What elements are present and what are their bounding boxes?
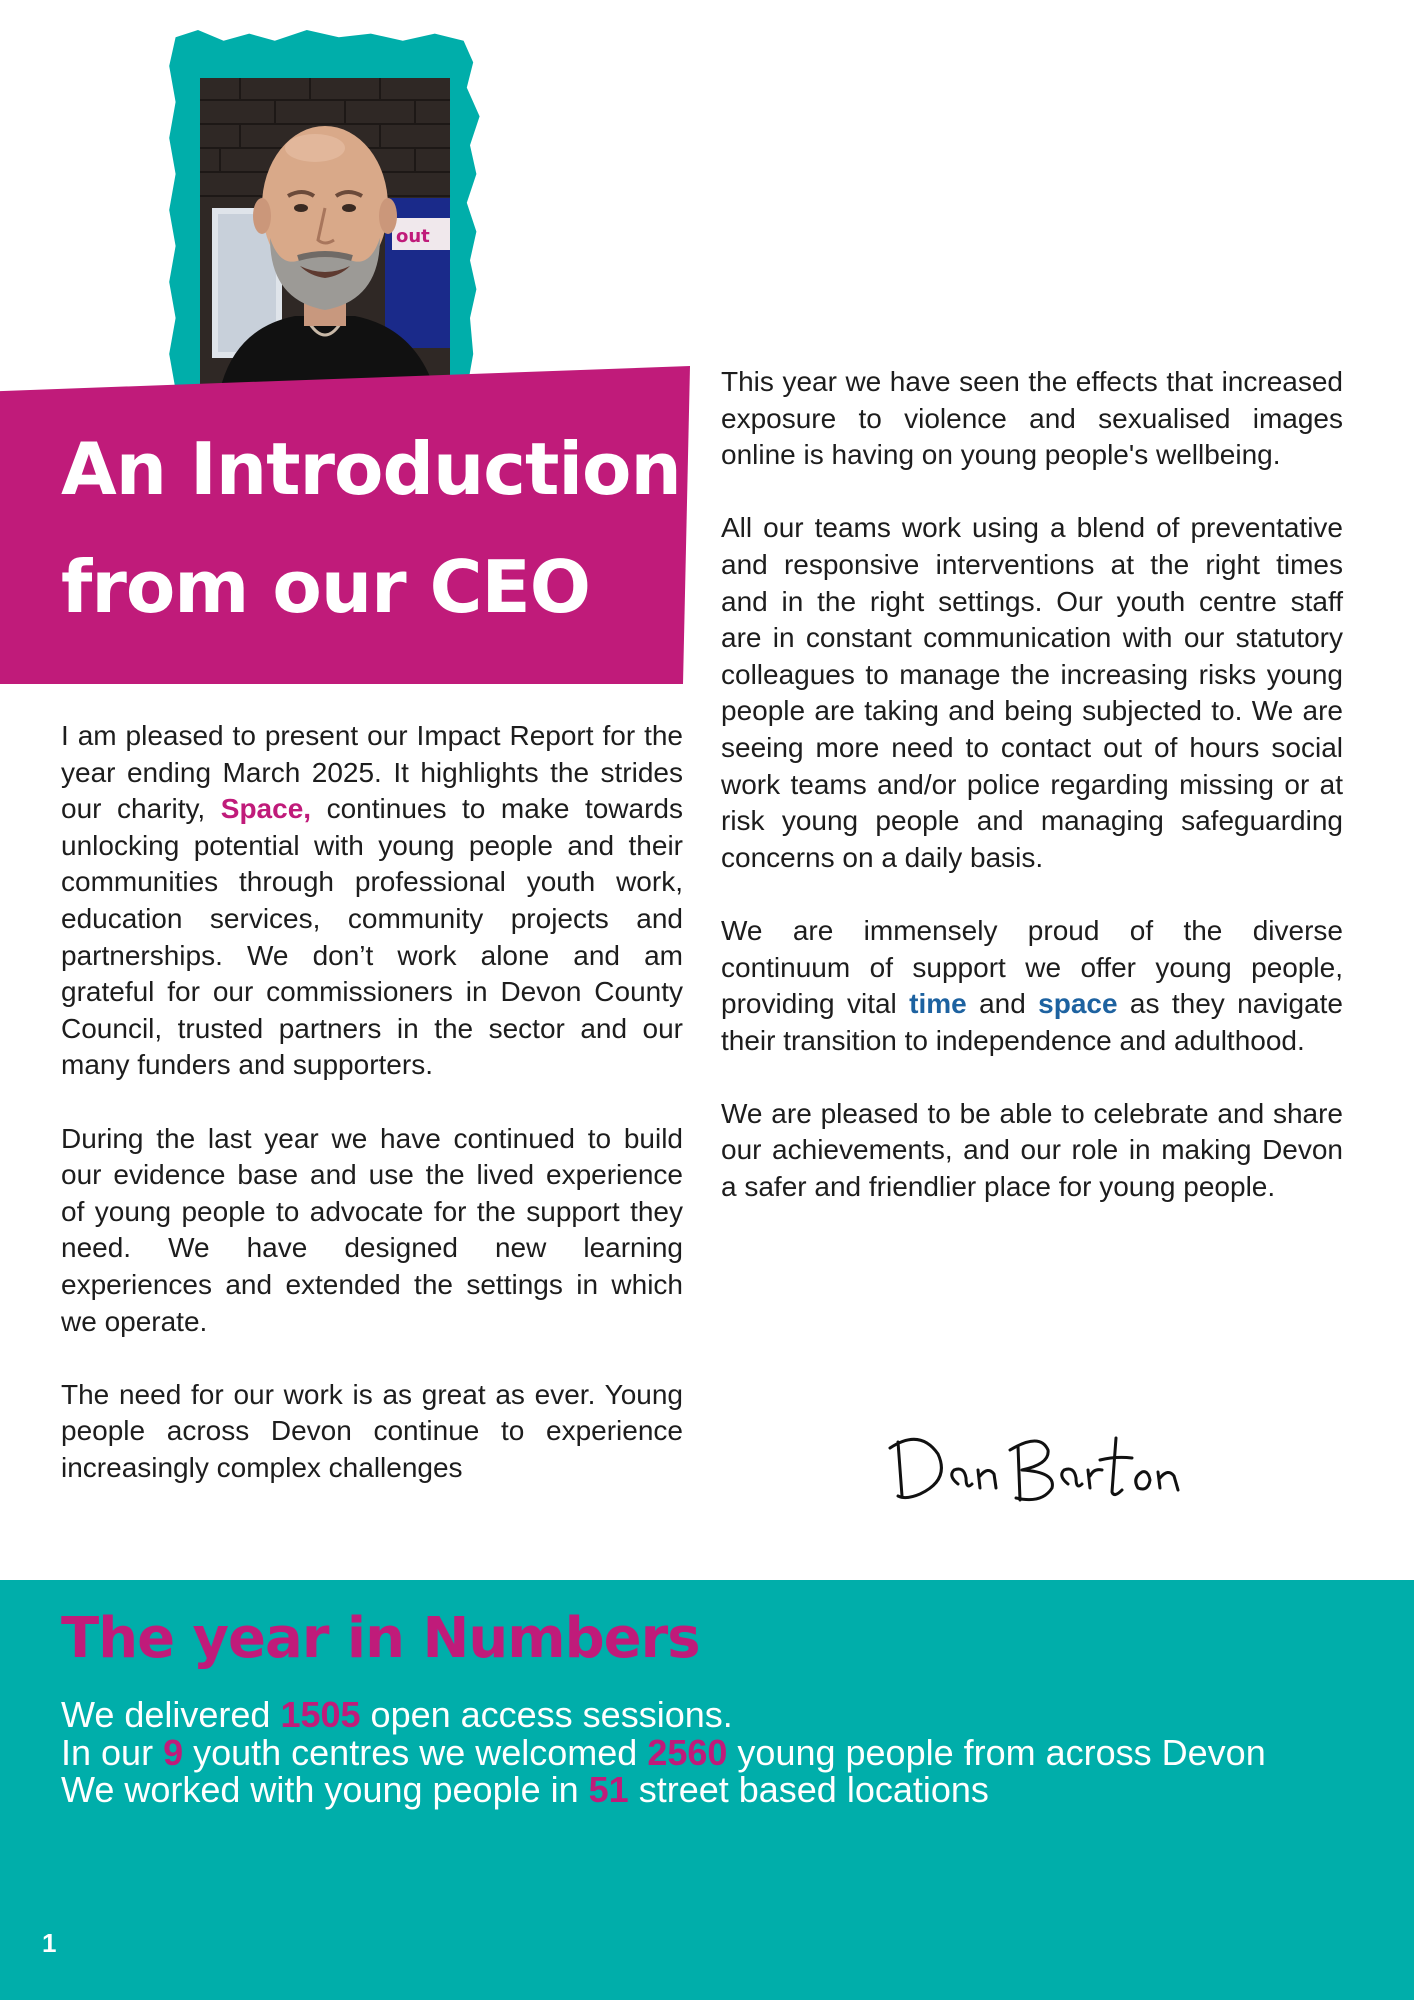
need-paragraph: The need for our work is as great as ever. Young people across Devon continue to experience increasingly complex challenges	[61, 1378, 683, 1483]
proud-text-start: We are immensely proud of the diverse continuum of support we offer young people, providing vital	[721, 914, 1343, 1020]
youth-centres-stat	[61, 1731, 1341, 1773]
left-column	[61, 718, 683, 1486]
street-text-end: street based locations	[628, 1769, 989, 1810]
young-people-count: 2560	[647, 1731, 728, 1773]
ceo-signature	[880, 1418, 1200, 1518]
page-number: 1	[42, 1928, 57, 1958]
title-line-1: An Introduction	[61, 427, 681, 511]
proud-text-and: and	[966, 988, 1039, 1020]
sessions-text-end: open access sessions.	[360, 1694, 733, 1735]
centres-count: 9	[163, 1731, 184, 1773]
intro-text-start: I am pleased to present our Impact Report for the year ending March 2025. It highlights the strides our charity,	[61, 720, 683, 825]
charity-name-highlight: Space,	[220, 793, 312, 825]
time-highlight: time	[909, 988, 967, 1020]
right-column	[721, 364, 1343, 1206]
street-text-start: We worked with young people in	[61, 1769, 589, 1810]
effects-paragraph: This year we have seen the effects that increased exposure to violence and sexualised images online is having on young people's wellbeing.	[721, 366, 1343, 471]
proud-paragraph	[721, 913, 1343, 1059]
teams-paragraph: All our teams work using a blend of preventative and responsive interventions at the right times and in the right settings. Our youth centre staff are in constant communication with our statutory colleagues to manage the increasing risks young people are taking and being subjected to. We are seeing more need to contact out of hours social work teams and/or police regarding missing or at risk young people and managing safeguarding concerns on a daily basis.	[721, 512, 1343, 873]
intro-paragraph	[61, 718, 683, 1084]
proud-text-end: as they navigate their transition to independence and adulthood.	[721, 988, 1343, 1056]
svg-text:out: out	[396, 226, 430, 247]
ceo-photo	[200, 78, 450, 390]
street-locations-stat	[61, 1771, 1341, 1809]
centres-text-mid: youth centres we welcomed	[183, 1731, 648, 1773]
space-highlight: space	[1038, 988, 1118, 1020]
sessions-count: 1505	[280, 1694, 361, 1735]
intro-text-end: continues to make towards unlocking potential with young people and their communities through professional youth work, education services, community projects and partnerships. We don’t work alone and am grateful for our commissioners in Devon County Council, trusted partners in the sector and our many funders and supporters.	[61, 793, 684, 1081]
street-locations-count: 51	[588, 1769, 629, 1810]
page-title	[61, 410, 681, 646]
evidence-paragraph: During the last year we have continued to build our evidence base and use the lived experience of young people to advocate for the support they need. We have designed new learning experiences and extended the settings in which we operate.	[61, 1122, 683, 1337]
sessions-text-start: We delivered	[61, 1694, 281, 1735]
celebrate-paragraph: We are pleased to be able to celebrate and share our achievements, and our role in making Devon a safer and friendlier place for young people.	[721, 1097, 1343, 1203]
title-line-2: from our CEO	[61, 545, 590, 629]
centres-text-start: In our	[61, 1731, 164, 1773]
numbers-title: The year in Numbers	[61, 1606, 700, 1671]
sessions-stat	[61, 1696, 1341, 1734]
centres-text-end: young people from across Devon	[727, 1731, 1266, 1773]
numbers-list	[61, 1696, 1341, 1809]
